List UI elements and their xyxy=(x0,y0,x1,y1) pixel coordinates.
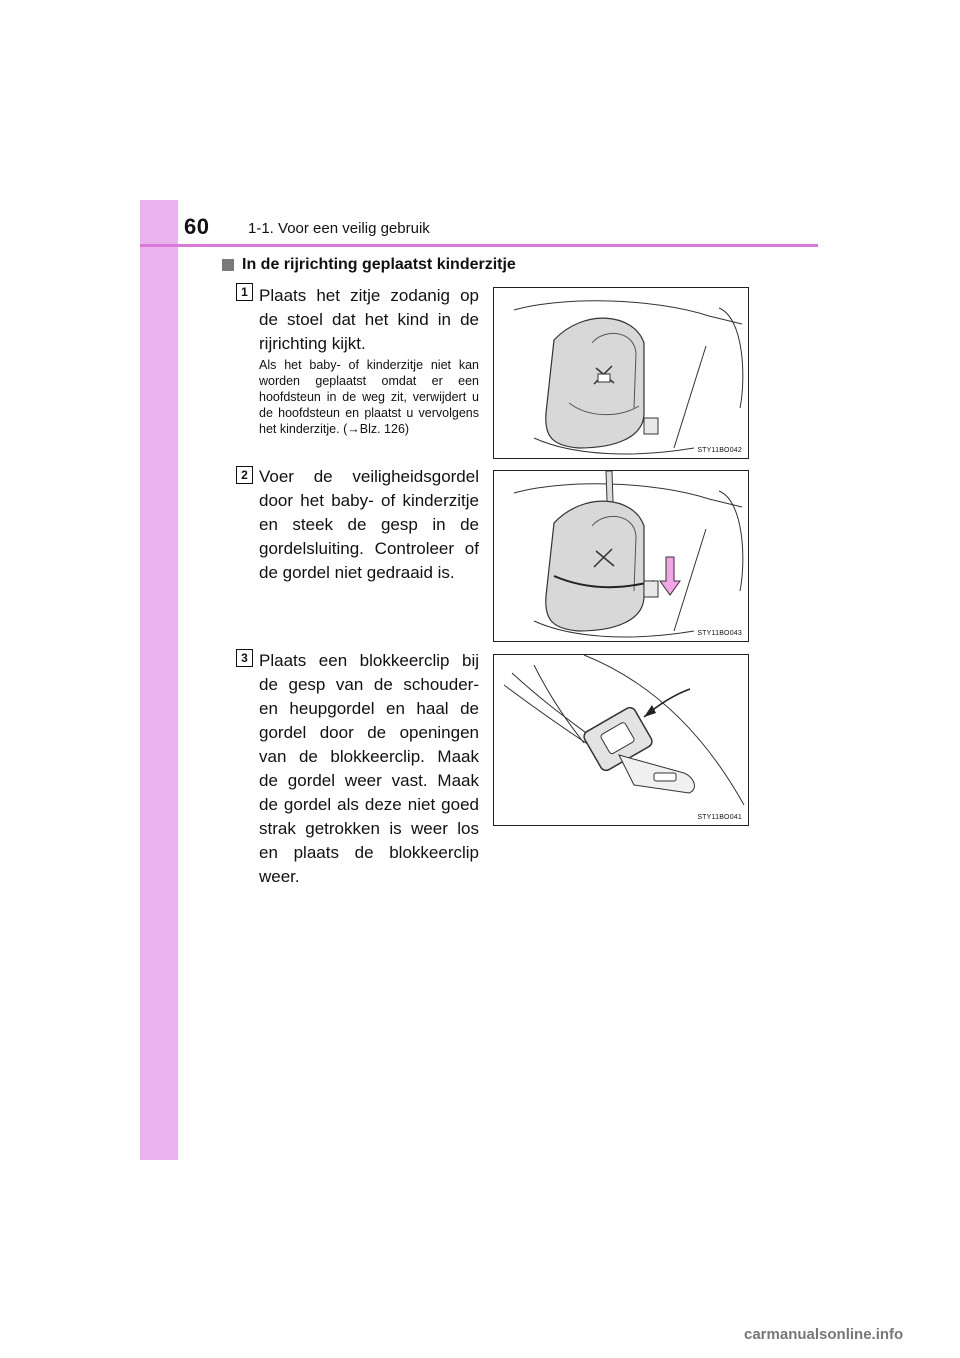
child-seat-illustration xyxy=(494,288,749,459)
step-2-text: Voer de veiligheidsgordel door het baby- of kinderzitje en steek de gesp in de gordelsluiting. Controleer of de gordel niet gedraaid is. xyxy=(259,467,479,582)
locking-clip-illustration xyxy=(494,655,749,826)
step-number-3: 3 xyxy=(236,649,253,667)
step-number-1: 1 xyxy=(236,283,253,301)
subsection-heading-text: In de rijrichting geplaatst kinderzitje xyxy=(242,256,516,273)
figure-seat-forward xyxy=(493,287,749,459)
figure-code: STY11BO041 xyxy=(697,814,742,821)
watermark: carmanualsonline.info xyxy=(744,1326,904,1343)
step-3-text: Plaats een blokkeerclip bij de gesp van de schouder- en heupgordel en haal de gordel door de openingen van de blokkeerclip. Maak de gordel weer vast. Maak de gordel als deze niet goed strak getrokken is weer los en plaats de blokkeerclip weer. xyxy=(259,651,479,886)
header-rule xyxy=(140,244,818,247)
step-number-2: 2 xyxy=(236,466,253,484)
figure-seat-belt xyxy=(493,470,749,642)
step-1-note: Als het baby- of kinderzitje niet kan worden geplaatst omdat er een hoofdsteun in de weg zit, verwijdert u de hoofdsteun en plaatst u vervolgens het kinderzitje. (→Blz. 126) xyxy=(259,358,479,436)
section-title: 1-1. Voor een veilig gebruik xyxy=(248,220,430,237)
figure-code: STY11BO043 xyxy=(697,630,742,637)
figure-code: STY11BO042 xyxy=(697,447,742,454)
square-bullet-icon xyxy=(222,259,234,271)
belt-buckle-illustration xyxy=(494,471,749,642)
figure-locking-clip xyxy=(493,654,749,826)
sidebar-tab xyxy=(140,200,178,1160)
subsection-heading xyxy=(222,256,516,274)
step-1-text: Plaats het zitje zodanig op de stoel dat het kind in de rijrichting kijkt. xyxy=(259,286,479,353)
page-number: 60 xyxy=(184,214,210,239)
